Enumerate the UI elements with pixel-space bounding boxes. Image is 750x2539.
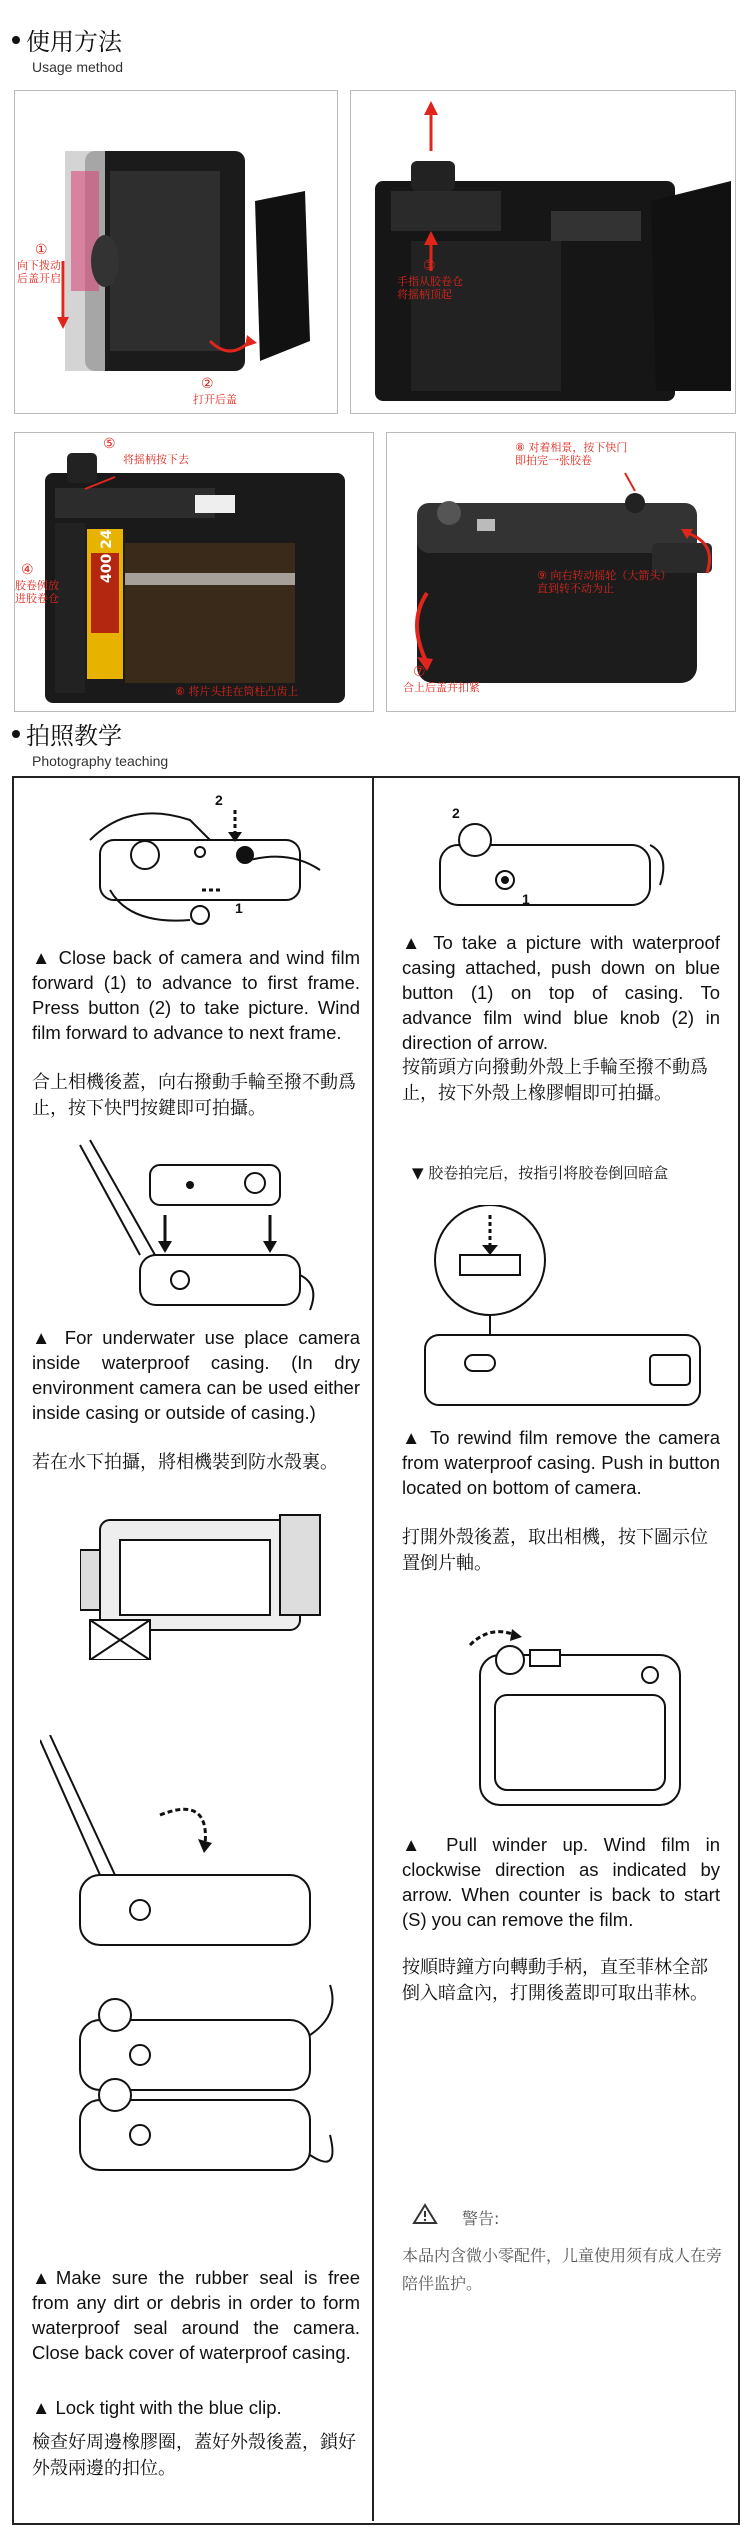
caption-8-text: ⑧ 对着相景，按下快门 即拍完一张胶卷 <box>515 441 628 467</box>
caption-2-text: 打开后盖 <box>193 393 237 406</box>
fig-seal-check <box>80 1510 330 1660</box>
caption-5-num: ⑤ <box>103 435 116 451</box>
usage-photo-lift-winder <box>350 90 736 414</box>
teaching-title: 拍照教学 <box>26 722 122 750</box>
camera-open-back-illustration <box>15 91 337 413</box>
fig-close-casing <box>40 1735 360 2175</box>
fig-pull-winder <box>440 1605 690 1825</box>
hand-camera-illustration <box>70 790 330 940</box>
film-label: 400 24 <box>99 529 115 583</box>
fig2-num-2: 2 <box>452 805 460 821</box>
right-step-1-zh: 按箭頭方向撥動外殼上手輪至撥不動爲止，按下外殼上橡膠帽即可拍攝。 <box>402 1057 708 1104</box>
usage-photo-load-film <box>14 432 374 712</box>
right-rewind-note: ▼ 胶卷拍完后，按指引将胶卷倒回暗盒 <box>412 1164 669 1182</box>
right-step-1-en: ▲ To take a picture with waterproof casing attached, push down on blue button (1) on top of casing. To advance film wind blue knob (2) in direction of arrow. <box>402 932 720 1053</box>
caption-6-text: ⑥ 将片头挂在筒柱凸齿上 <box>175 685 299 698</box>
casing-top-illustration <box>430 805 680 915</box>
warning-body: 本品内含微小零配件，儿童使用须有成人在旁陪伴监护。 <box>402 2246 723 2293</box>
teaching-column-divider <box>372 776 374 2521</box>
fig-casing-top <box>430 805 680 915</box>
usage-photo-open-back <box>14 90 338 414</box>
camera-film-load-illustration <box>15 433 373 711</box>
insert-casing-illustration <box>70 1135 330 1315</box>
right-step-4-en: ▲ Pull winder up. Wind film in clockwise direction as indicated by arrow. When counter is back to start (S) you can remove the film. <box>402 1834 720 1930</box>
right-step-3-en: ▲ To rewind film remove the camera from waterproof casing. Push in button located on bottom of camera. <box>402 1427 720 1498</box>
fig-hand-camera <box>70 790 330 940</box>
seal-check-illustration <box>80 1510 330 1660</box>
left-step-1-zh: 合上相機後蓋，向右撥動手輪至撥不動爲止，按下快門按鍵即可拍攝。 <box>32 1072 356 1119</box>
caption-4-text: 胶卷例放 进胶卷仓 <box>15 579 59 605</box>
camera-winder-illustration <box>351 91 735 413</box>
caption-7-text: 合上后盖并扣紧 <box>403 681 480 694</box>
bullet-icon <box>12 36 20 44</box>
caption-2-num: ② <box>201 375 214 391</box>
warning-triangle-icon <box>412 2203 438 2225</box>
caption-9-text: ⑨ 向右转动摇轮（大箭头） 直到转不动为止 <box>537 569 672 595</box>
usage-subtitle: Usage method <box>32 59 124 75</box>
left-step-3-zh: 檢查好周邊橡膠圈，蓋好外殼後蓋，鎖好外殼兩邊的扣位。 <box>32 2432 356 2479</box>
right-step-4-zh: 按順時鐘方向轉動手柄，直至菲林全部倒入暗盒內，打開後蓋即可取出菲林。 <box>402 1957 708 2004</box>
left-step-3-en2: ▲ Lock tight with the blue clip. <box>32 2397 282 2418</box>
fig2-num-1: 1 <box>522 891 530 907</box>
pull-winder-illustration <box>440 1605 690 1825</box>
caption-3-num: ③ <box>423 257 436 273</box>
left-step-3-en: ▲Make sure the rubber seal is free from any dirt or debris in order to form waterproof seal around the camera. Close back cover of waterproof casing. <box>32 2267 360 2363</box>
caption-5-text: 将摇柄按下去 <box>123 453 189 466</box>
right-step-3-zh: 打開外殼後蓋，取出相機，按下圖示位置倒片軸。 <box>402 1527 708 1574</box>
left-step-2-en: ▲ For underwater use place camera inside waterproof casing. (In dry environment camera can be used either inside casing or outside of casing.) <box>32 1327 360 1423</box>
caption-7-num: ⑦ <box>413 663 426 679</box>
fig-insert-casing <box>70 1135 330 1315</box>
left-step-1-en: ▲ Close back of camera and wind film forward (1) to advance to first frame. Press button (2) to take picture. Wind film forward to advance to next frame. <box>32 947 360 1043</box>
caption-1-num: ① <box>35 241 48 257</box>
teaching-header <box>12 716 168 769</box>
warning-icon <box>412 2203 438 2225</box>
rewind-button-illustration <box>420 1205 710 1415</box>
fig-rewind-button <box>420 1205 710 1415</box>
fig1-num-1: 1 <box>235 900 243 916</box>
usage-title: 使用方法 <box>26 28 122 56</box>
caption-4-num: ④ <box>21 561 34 577</box>
warning-title: 警告: <box>462 2209 500 2228</box>
usage-header <box>12 22 123 75</box>
fig1-num-2: 2 <box>215 792 223 808</box>
close-casing-illustration <box>40 1735 360 2175</box>
teaching-subtitle: Photography teaching <box>32 753 169 769</box>
left-step-2-zh: 若在水下拍攝，將相機裝到防水殼裏。 <box>32 1452 338 1473</box>
caption-1-text: 向下拨动 后盖开启 <box>17 259 61 285</box>
usage-photo-close-advance <box>386 432 736 712</box>
bullet-icon <box>12 730 20 738</box>
caption-3-text: 手指从胶卷仓 将摇柄顶起 <box>397 275 463 301</box>
